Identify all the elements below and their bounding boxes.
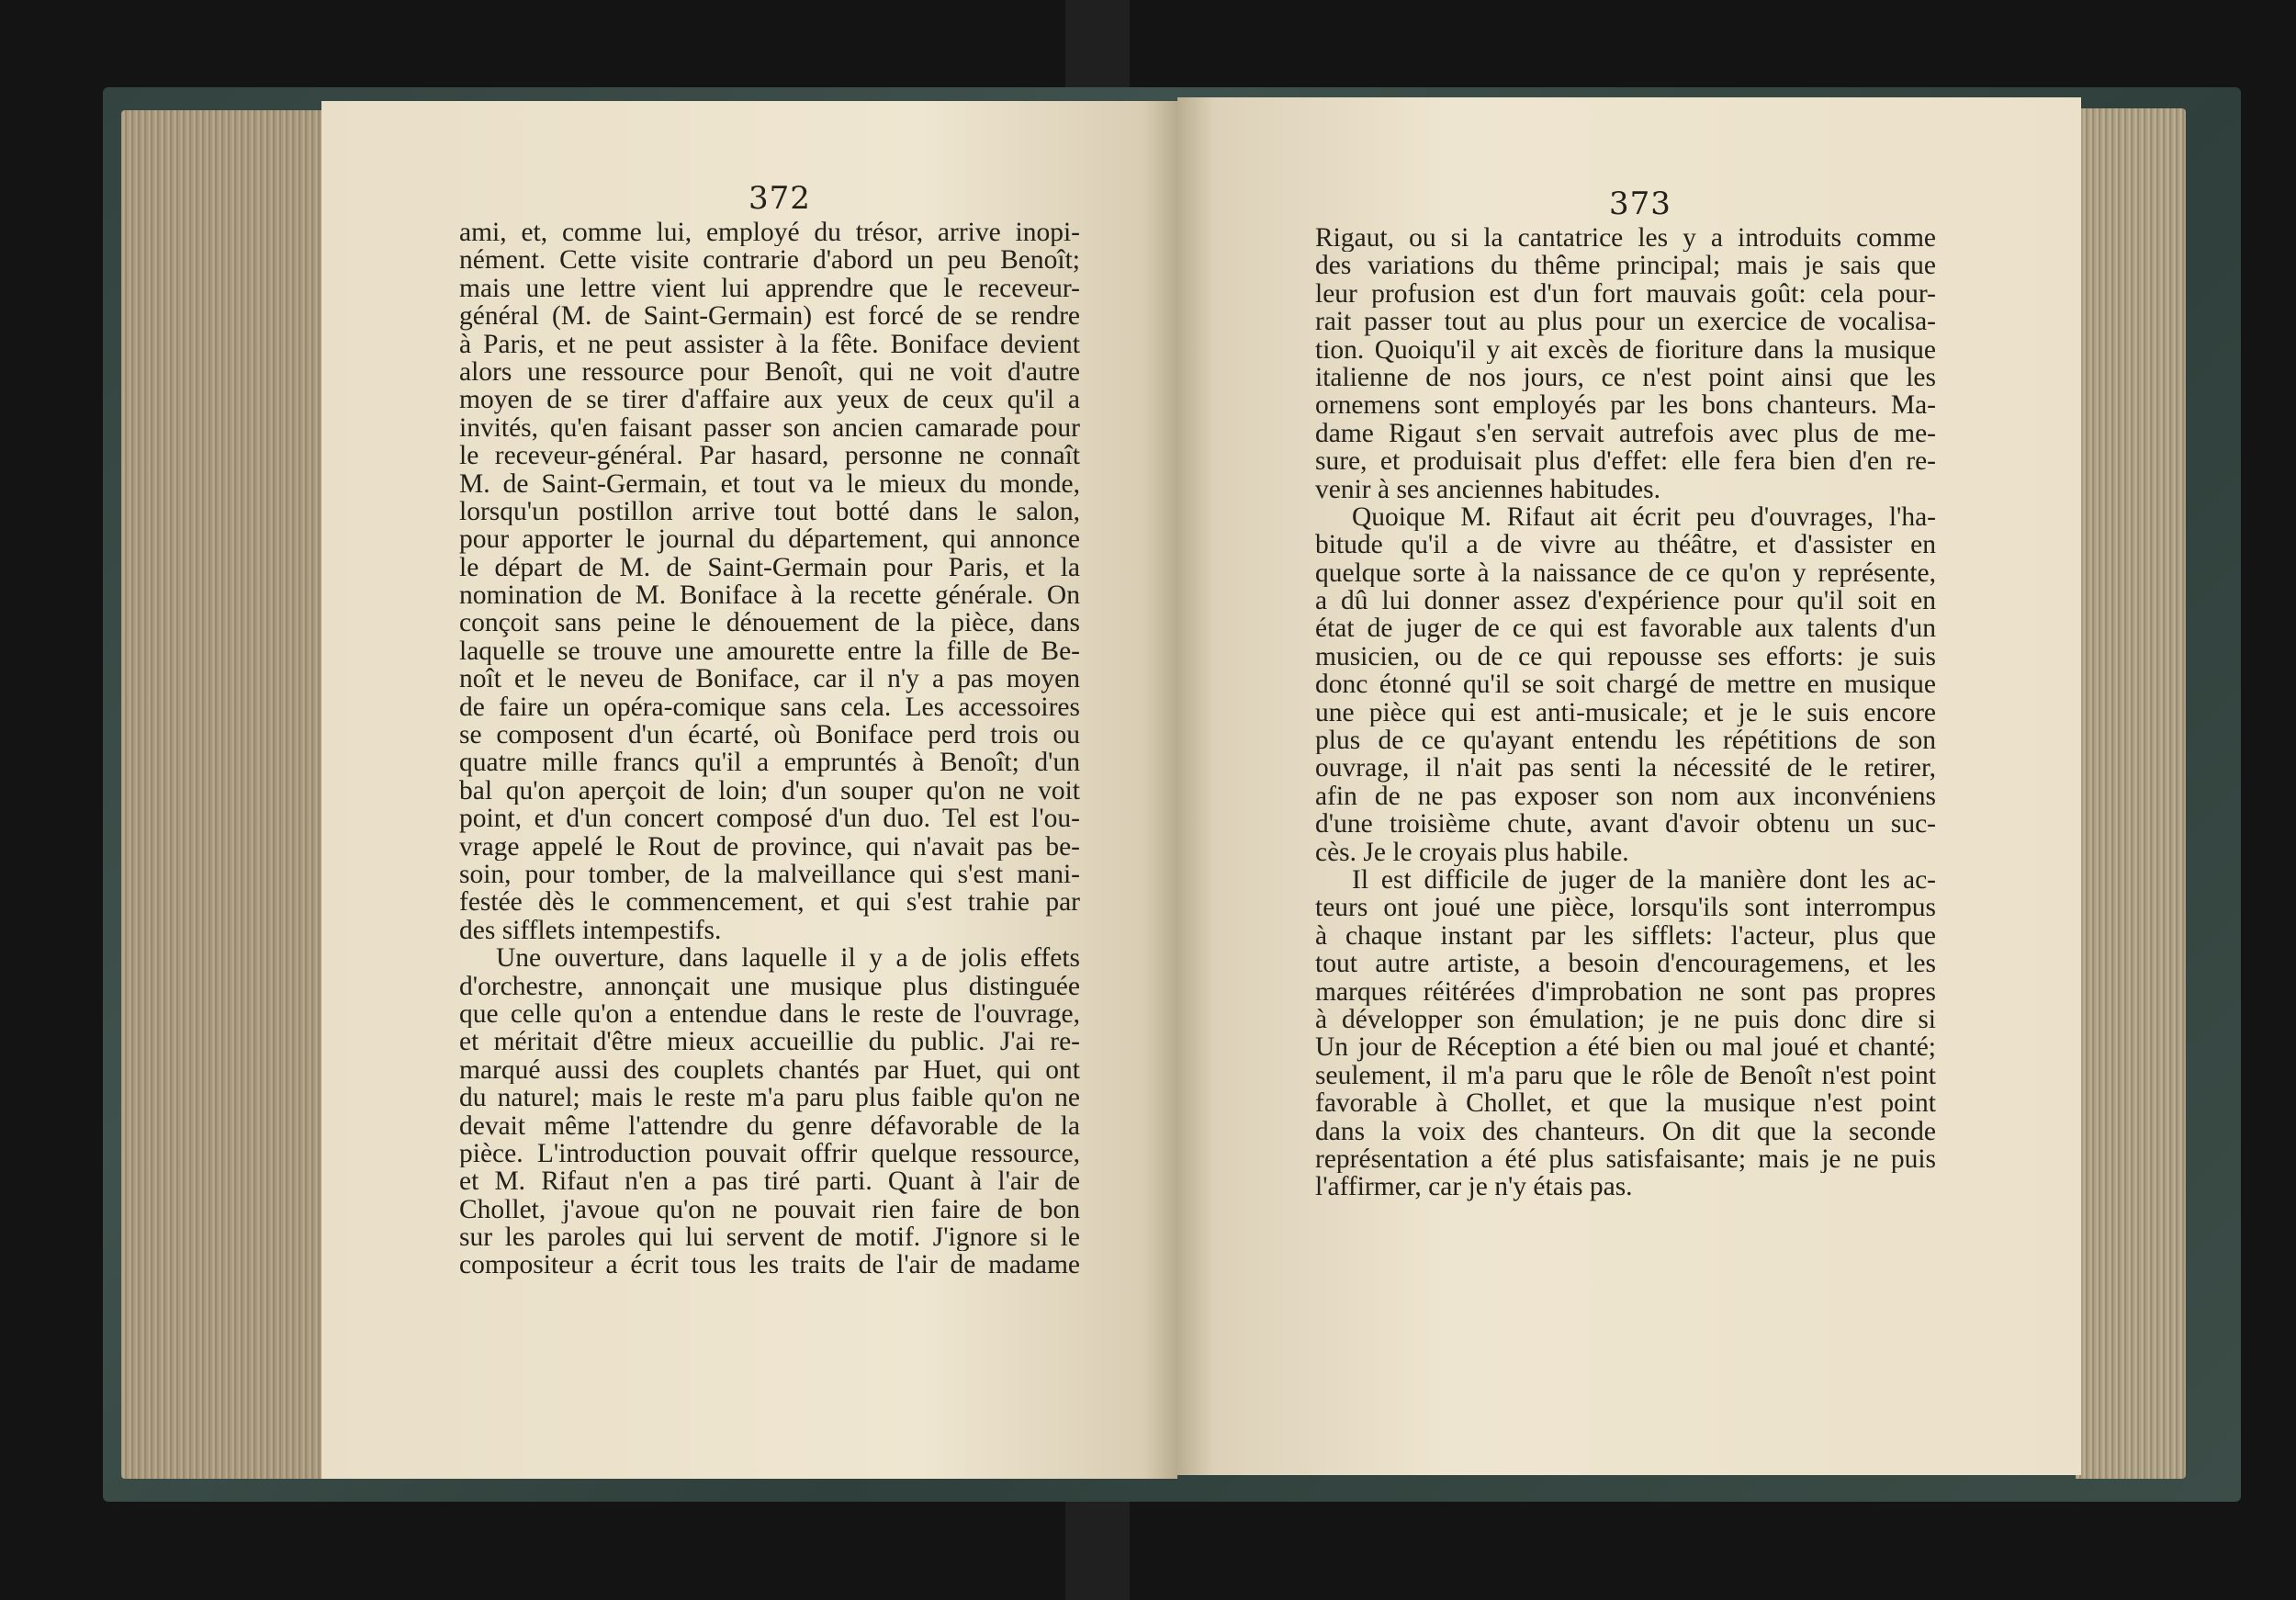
text-line: conçoit sans peine le dénouement de la pièce, dans xyxy=(459,609,1080,637)
text-line: quatre mille francs qu'il a empruntés à Benoît; d'un xyxy=(459,749,1080,777)
text-line: quelque sorte à la naissance de ce qu'on y représente, xyxy=(1315,558,1936,588)
text-line: d'orchestre, annonçait une musique plus distinguée xyxy=(459,972,1080,1000)
text-line: a dû lui donner assez d'expérience pour qu'il soit en xyxy=(1315,587,1936,615)
text-line: bal qu'on aperçoit de loin; d'un souper qu'on ne voit xyxy=(459,776,1080,806)
text-line: nomination de M. Boniface à la recette générale. On xyxy=(459,581,1080,610)
text-line: se composent d'un écarté, où Boniface perd trois ou xyxy=(459,721,1080,749)
text-line: sur les paroles qui lui servent de motif. J'ignore si le xyxy=(459,1223,1080,1252)
text-line: favorable à Chollet, et que la musique n'est point xyxy=(1315,1089,1936,1118)
text-line: à chaque instant par les sifflets: l'acteur, plus que xyxy=(1315,921,1936,951)
text-line: d'une troisième chute, avant d'avoir obtenu un suc- xyxy=(1315,810,1936,839)
text-line: l'affirmer, car je n'y étais pas. xyxy=(1315,1173,1633,1201)
text-line: point, et d'un concert composé d'un duo. Tel est l'ou- xyxy=(459,805,1080,833)
text-line: Quoique M. Rifaut ait écrit peu d'ouvrages, l'ha- xyxy=(1352,502,1936,532)
text-line: dame Rigaut s'en servait autrefois avec plus de me- xyxy=(1315,419,1936,448)
left-page xyxy=(321,101,1177,1479)
text-line: bitude qu'il a de vivre au théâtre, et d'assister en xyxy=(1315,531,1936,559)
right-page-number: 373 xyxy=(1609,186,1671,222)
text-line: de faire un opéra-comique sans cela. Les accessoires xyxy=(459,693,1080,722)
text-line: seulement, il m'a paru que le rôle de Benoît n'est point xyxy=(1315,1061,1936,1090)
text-line: venir à ses anciennes habitudes. xyxy=(1315,475,1660,503)
text-line: ornemens sont employés par les bons chanteurs. Ma- xyxy=(1315,391,1936,420)
text-line: cès. Je le croyais plus habile. xyxy=(1315,838,1629,866)
text-line: dans la voix des chanteurs. On dit que la seconde xyxy=(1315,1117,1936,1145)
right-page-edges xyxy=(2076,108,2186,1479)
text-line: laquelle se trouve une amourette entre la fille de Be- xyxy=(459,637,1080,666)
right-page-text xyxy=(1315,224,1936,1201)
text-line: tion. Quoiqu'il y ait excès de fioriture dans la musique xyxy=(1315,335,1936,364)
text-line: M. de Saint-Germain, et tout va le mieux du monde, xyxy=(459,469,1080,498)
text-line: devait même l'attendre du genre défavorable de la xyxy=(459,1111,1080,1140)
left-page-number: 372 xyxy=(748,180,811,217)
text-line: teurs ont joué une pièce, lorsqu'ils sont interrompus xyxy=(1315,894,1936,922)
text-line: une pièce qui est anti-musicale; et je le suis encore xyxy=(1315,698,1936,727)
text-line: italienne de nos jours, ce n'est point ainsi que les xyxy=(1315,363,1936,392)
left-page-text xyxy=(459,219,1080,1279)
text-line: festée dès le commencement, et qui s'est trahie par xyxy=(459,888,1080,917)
text-line: le receveur-général. Par hasard, personne ne connaît xyxy=(459,442,1080,470)
text-line: sure, et produisait plus d'effet: elle fera bien d'en re- xyxy=(1315,447,1936,476)
text-line: noît et le neveu de Boniface, car il n'y a pas moyen xyxy=(459,665,1080,693)
text-line: nément. Cette visite contrarie d'abord un peu Benoît; xyxy=(459,246,1080,275)
text-line: afin de ne pas exposer son nom aux inconvéniens xyxy=(1315,782,1936,811)
text-line: marqué aussi des couplets chantés par Huet, qui ont xyxy=(459,1055,1080,1085)
text-line: leur profusion est d'un fort mauvais goût: cela pour- xyxy=(1315,279,1936,309)
text-line: état de juger de ce qui est favorable aux talents d'un xyxy=(1315,614,1936,643)
text-line: Chollet, j'avoue qu'on ne pouvait rien faire de bon xyxy=(459,1195,1080,1224)
text-line: que celle qu'on a entendue dans le reste de l'ouvrage, xyxy=(459,999,1080,1029)
text-line: invités, qu'en faisant passer son ancien camarade pour xyxy=(459,413,1080,443)
text-line: général (M. de Saint-Germain) est forcé de se rendre xyxy=(459,302,1080,331)
right-page xyxy=(1177,97,2081,1475)
text-line: à Paris, et ne peut assister à la fête. Boniface devient xyxy=(459,330,1080,358)
text-line: pièce. L'introduction pouvait offrir quelque ressource, xyxy=(459,1139,1080,1168)
text-line: à développer son émulation; je ne puis donc dire si xyxy=(1315,1005,1936,1034)
text-line: pour apporter le journal du département, qui annonce xyxy=(459,525,1080,554)
text-line: le départ de M. de Saint-Germain pour Paris, et la xyxy=(459,553,1080,582)
text-line: Une ouverture, dans laquelle il y a de jolis effets xyxy=(496,944,1080,973)
text-line: Il est difficile de juger de la manière dont les ac- xyxy=(1352,865,1936,895)
text-line: Rigaut, ou si la cantatrice les y a introduits comme xyxy=(1315,224,1936,253)
text-line: soin, pour tomber, de la malveillance qui s'est mani- xyxy=(459,860,1080,889)
text-line: des variations du thême principal; mais je sais que xyxy=(1315,252,1936,280)
text-line: compositeur a écrit tous les traits de l'air de madame xyxy=(459,1251,1080,1279)
text-line: Un jour de Réception a été bien ou mal joué et chanté; xyxy=(1315,1033,1936,1062)
text-line: mais une lettre vient lui apprendre que le receveur- xyxy=(459,274,1080,303)
text-line: du naturel; mais le reste m'a paru plus faible qu'on ne xyxy=(459,1084,1080,1112)
text-line: et M. Rifaut n'en a pas tiré parti. Quant à l'air de xyxy=(459,1167,1080,1196)
text-line: tout autre artiste, a besoin d'encouragemens, et les xyxy=(1315,950,1936,978)
text-line: et méritait d'être mieux accueillie du public. J'ai re- xyxy=(459,1028,1080,1056)
text-line: lorsqu'un postillon arrive tout botté dans le salon, xyxy=(459,497,1080,526)
text-line: vrage appelé le Rout de province, qui n'avait pas be- xyxy=(459,832,1080,861)
text-line: rait passer tout au plus pour un exercice de vocalisa- xyxy=(1315,308,1936,336)
text-line: plus de ce qu'ayant entendu les répétitions de son xyxy=(1315,727,1936,755)
text-line: donc étonné qu'il se soit chargé de mettre en musique xyxy=(1315,670,1936,699)
left-page-edges xyxy=(121,110,332,1479)
text-line: représentation a été plus satisfaisante; mais je ne puis xyxy=(1315,1144,1936,1174)
text-line: musicien, ou de ce qui repousse ses efforts: je suis xyxy=(1315,642,1936,671)
text-line: alors une ressource pour Benoît, qui ne voit d'autre xyxy=(459,357,1080,387)
text-line: moyen de se tirer d'affaire aux yeux de ceux qu'il a xyxy=(459,386,1080,414)
text-line: ouvrage, il n'ait pas senti la nécessité de le retirer, xyxy=(1315,754,1936,783)
text-line: ami, et, comme lui, employé du trésor, arrive inopi- xyxy=(459,219,1080,247)
text-line: marques réitérées d'improbation ne sont pas propres xyxy=(1315,977,1936,1006)
text-line: des sifflets intempestifs. xyxy=(459,916,722,945)
